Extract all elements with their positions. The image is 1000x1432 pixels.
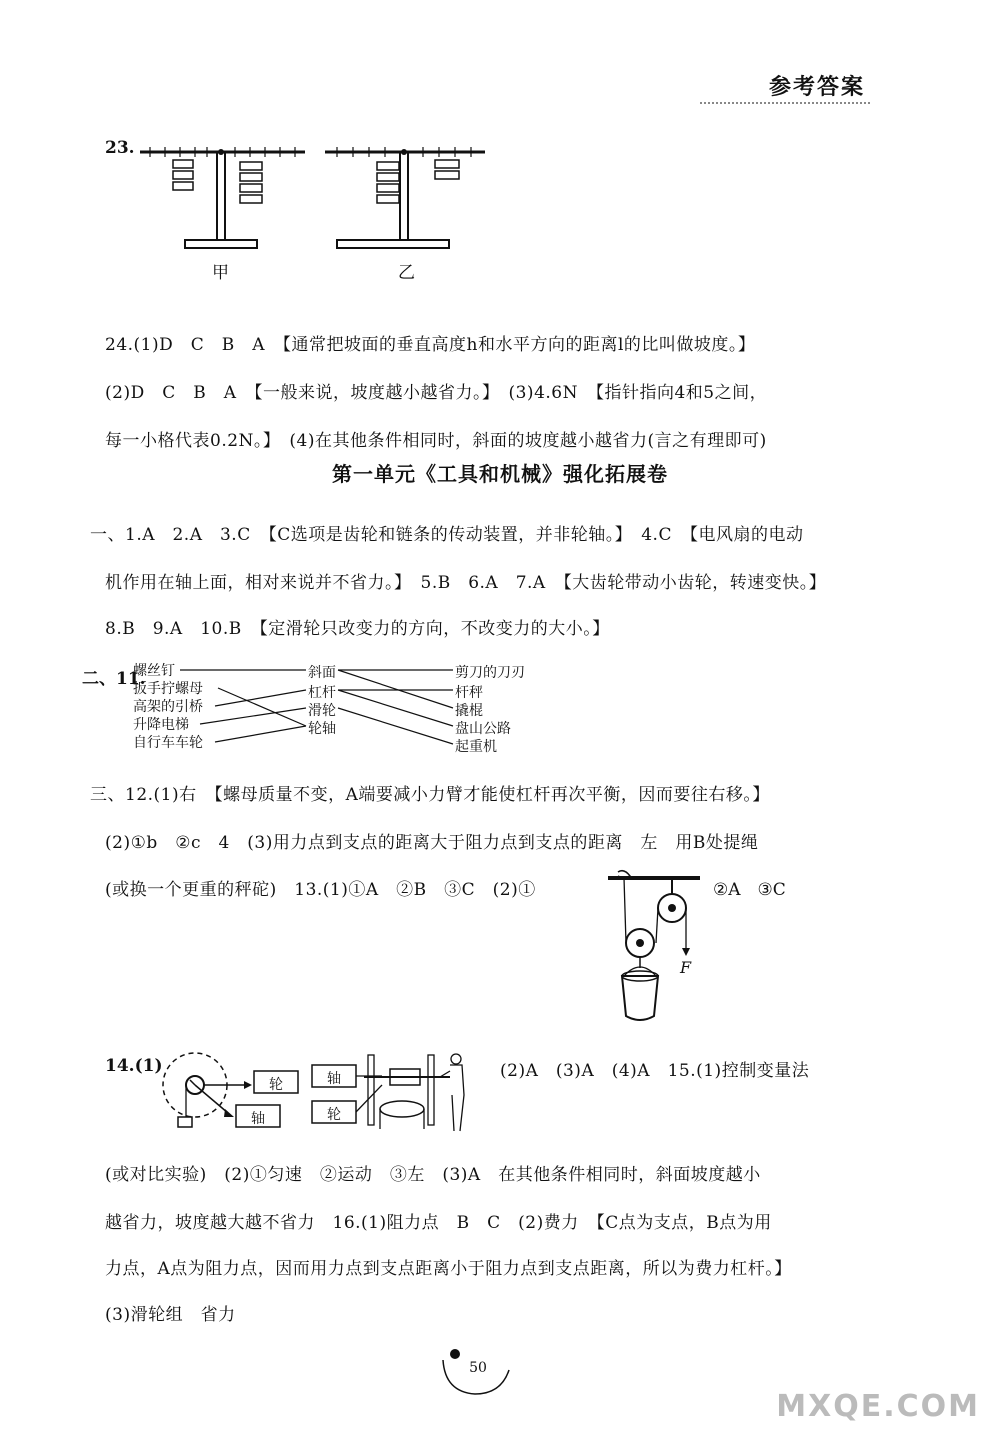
q14-box-wheel-a: 轮 <box>269 1077 283 1093</box>
q24-line-3: 每一小格代表0.2N。】 (4)在其他条件相同时，斜面的坡度越小越省力(言之有理即可) <box>105 431 767 451</box>
q24-line-2: (2)D C B A 【一般来说，坡度越小越省力。】 (3)4.6N 【指针指向4和5之间， <box>105 383 768 403</box>
match-right-item: 起重机 <box>455 739 497 755</box>
q14-box-axle-b: 轴 <box>327 1071 341 1087</box>
match-left-item: 自行车车轮 <box>133 735 203 751</box>
part3-line-3b: ②A ③C <box>713 880 786 900</box>
pulley-force-label: F <box>680 958 692 977</box>
q24-line-1: 24.(1)D C B A 【通常把坡面的垂直高度h和水平方向的距离l的比叫做坡度。】 <box>105 335 756 355</box>
watermark: MXQE.COM <box>776 1389 980 1424</box>
part1-line-3: 8.B 9.A 10.B 【定滑轮只改变力的方向，不改变力的大小。】 <box>105 619 610 639</box>
q14-rest: (2)A (3)A (4)A 15.(1)控制变量法 <box>500 1061 810 1081</box>
match-middle-item: 滑轮 <box>308 703 336 719</box>
pulley-block-figure <box>600 868 710 1038</box>
match-right-item: 盘山公路 <box>455 721 511 737</box>
match-middle-item: 杠杆 <box>308 685 336 701</box>
part3-line-3a: (或换一个更重的秤砣) 13.(1)①A ②B ③C (2)① <box>105 880 536 900</box>
part3-line-6: 越省力，坡度越大越不省力 16.(1)阻力点 B C (2)费力 【C点为支点，B点为用 <box>105 1213 772 1233</box>
q23-number: 23. <box>105 138 135 158</box>
q14-number: 14.(1) <box>105 1056 163 1076</box>
match-left-item: 扳手拧螺母 <box>133 681 203 697</box>
part3-line-7: 力点，A点为阻力点，因而用力点到支点距离小于阻力点到支点距离，所以为费力杠杆。】 <box>105 1259 792 1279</box>
page-header-title: 参考答案 <box>768 75 865 100</box>
part1-line-2: 机作用在轴上面，相对来说并不省力。】 5.B 6.A 7.A 【大齿轮带动小齿轮，转速变快。】 <box>105 573 827 593</box>
match-left-item: 升降电梯 <box>133 717 189 733</box>
q14-box-axle-a: 轴 <box>251 1111 265 1127</box>
match-middle-item: 斜面 <box>308 665 336 681</box>
part3-line-8: (3)滑轮组 省力 <box>105 1305 236 1325</box>
q11-number: 二、11. <box>82 669 146 689</box>
balance-b-label: 乙 <box>398 263 415 283</box>
part3-line-5: (或对比实验) (2)①匀速 ②运动 ③左 (3)A 在其他条件相同时，斜面坡度越小 <box>105 1165 761 1185</box>
q14-box-wheel-b: 轮 <box>327 1107 341 1123</box>
part3-line-1: 三、12.(1)右 【螺母质量不变，A端要减小力臂才能使杠杆再次平衡，因而要往右移。】 <box>90 785 770 805</box>
match-right-item: 撬棍 <box>455 703 483 719</box>
match-left-item: 高架的引桥 <box>133 699 203 715</box>
balance-a-label: 甲 <box>212 263 229 283</box>
match-middle-item: 轮轴 <box>308 721 336 737</box>
page-number: 50 <box>469 1360 487 1376</box>
section-title: 第一单元《工具和机械》强化拓展卷 <box>332 462 668 486</box>
match-left-item: 螺丝钉 <box>133 663 175 679</box>
part3-line-2: (2)①b ②c 4 (3)用力点到支点的距离大于阻力点到支点的距离 左 用B处提绳 <box>105 833 759 853</box>
part1-line-1: 一、1.A 2.A 3.C 【C选项是齿轮和链条的传动装置，并非轮轴。】 4.C 【电风扇的电动 <box>90 525 804 545</box>
match-right-item: 剪刀的刀刃 <box>455 665 525 681</box>
match-right-item: 杆秤 <box>455 685 483 701</box>
